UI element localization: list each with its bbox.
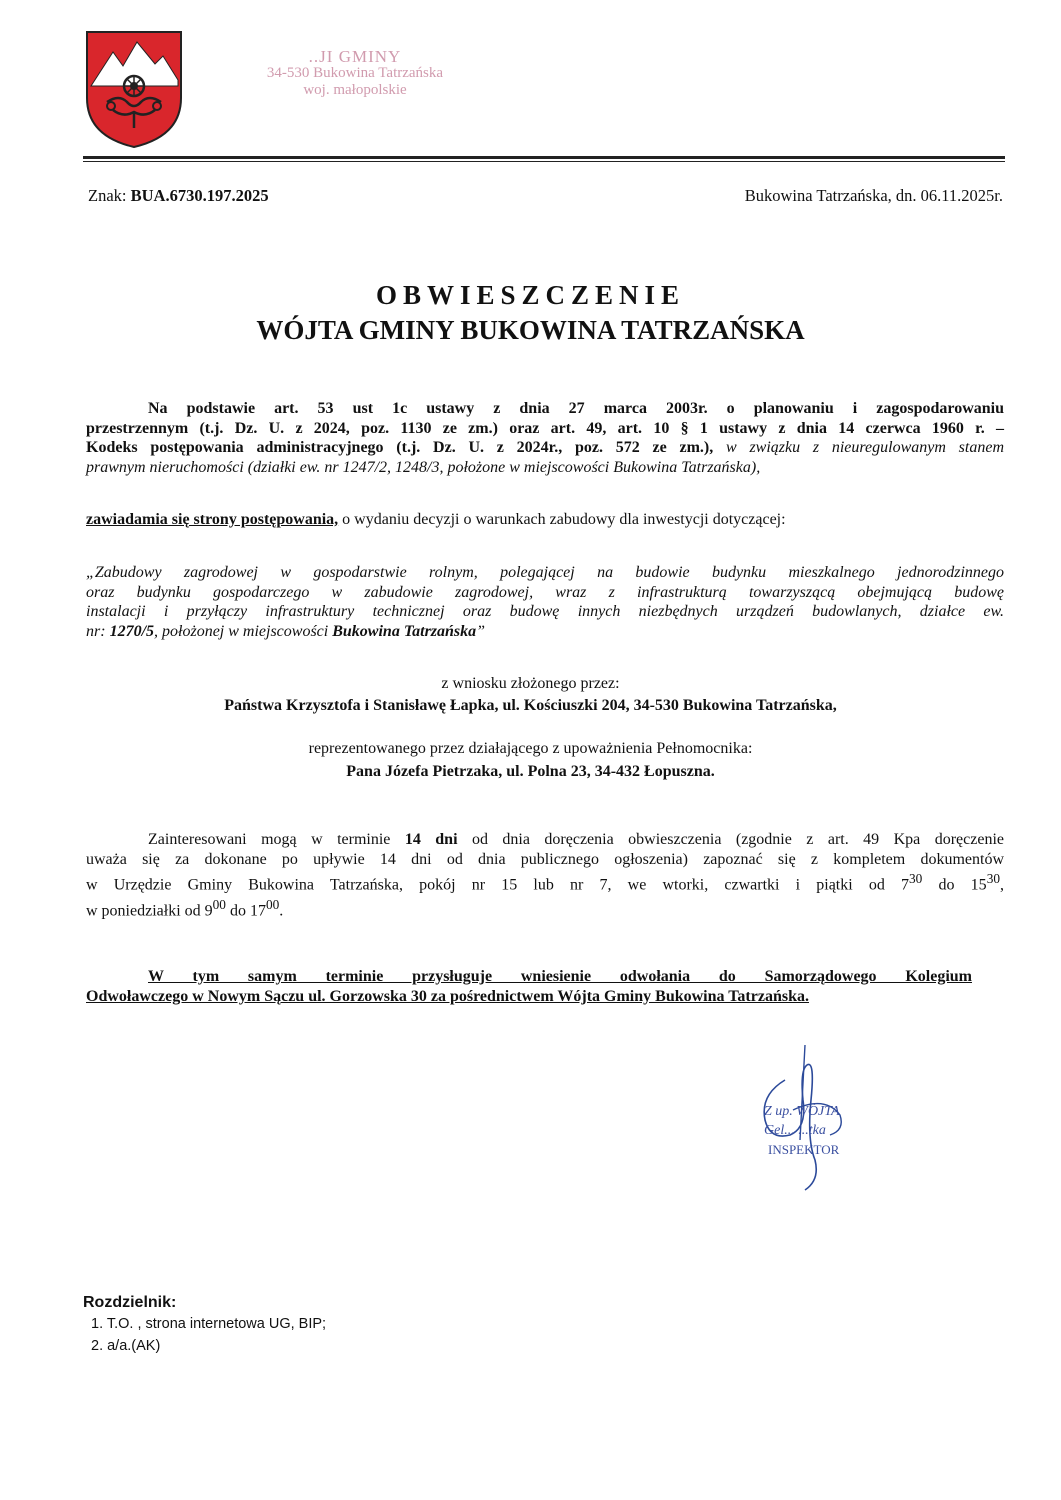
signature-stamp-line: Gel... ...tka — [764, 1123, 826, 1138]
access-info-fragment: Zainteresowani mogą w terminie — [148, 831, 405, 848]
applicant-name: Państwa Krzysztofa i Stanisławę Łapka, ul. Kościuszki 204, 34-530 Bukowina Tatrzańska, — [224, 697, 837, 714]
appeal-line: Odwoławczego w Nowym Sączu ul. Gorzowska 30 za pośrednictwem Wójta Gminy Bukowina Tatrzańska. — [86, 987, 809, 1005]
locality-name: Bukowina Tatrzańska — [332, 622, 477, 640]
time-minutes: 00 — [212, 896, 226, 912]
time-minutes: 00 — [265, 896, 280, 912]
access-info-line: uważa się za dokonane po upływie 14 dni od dnia publicznego ogłoszenia) zapoznać się z kompletem dokumentów — [86, 850, 1004, 868]
legal-basis-fragment: Kodeks postępowania administracyjnego (t.j. Dz. U. z 2024r., poz. 572 ze zm.), — [86, 439, 714, 456]
document-date: Bukowina Tatrzańska, dn. 06.11.2025r. — [744, 186, 1003, 205]
office-stamp — [250, 48, 460, 99]
investment-line: instalacji i przyłączy infrastruktury technicznej oraz budowę innych niezbędnych urządzeń budowlanych, działce ew. — [86, 603, 1004, 620]
distribution-heading: Rozdzielnik: — [83, 1294, 177, 1311]
legal-basis-paragraph — [86, 399, 1004, 477]
notice-paragraph — [86, 510, 1004, 530]
appeal-paragraph — [86, 967, 972, 1006]
signature-stamp-line: INSPEKTOR — [768, 1142, 840, 1157]
header-rule-thin — [83, 161, 1005, 162]
legal-basis-line — [86, 438, 1004, 458]
access-info-fragment: od dnia doręczenia obwieszczenia (zgodnie z art. 49 Kpa doręczenie — [457, 831, 1004, 848]
appeal-line: W tym samym terminie przysługuje wniesienie odwołania do Samorządowego Kolegium — [148, 968, 972, 985]
access-info-fragment: w Urzędzie Gminy Bukowina Tatrzańska, pokój nr 15 lub nr 7, we wtorki, czwartki i piątki od 7 — [86, 876, 910, 894]
signature-stamp-line: Z up. WÓJTA — [764, 1104, 840, 1119]
access-info-fragment: , — [1000, 876, 1005, 894]
legal-basis-line: Na podstawie art. 53 ust 1c ustawy z dnia 27 marca 2003r. o planowaniu i zagospodarowaniu — [148, 400, 1004, 417]
stamp-line-1: ..JI GMINY — [308, 47, 402, 66]
document-subtitle: WÓJTA GMINY BUKOWINA TATRZAŃSKA — [256, 315, 805, 345]
access-info-fragment: . — [279, 902, 284, 920]
stamp-line-2: 34-530 Bukowina Tatrzańska — [266, 65, 444, 81]
signature-stamp — [764, 1102, 840, 1159]
distribution-item: 2. a/a.(AK) — [91, 1338, 161, 1354]
investment-fragment: nr: — [86, 622, 110, 640]
access-info-line — [86, 830, 1004, 850]
legal-basis-line: przestrzennym (t.j. Dz. U. z 2024, poz. 1130 ze zm.) oraz art. 49, art. 10 § 1 ustawy z dnia 14 czerwca 1960 r. – — [86, 419, 1004, 437]
notice-text: o wydaniu decyzji o warunkach zabudowy dla inwestycji dotyczącej: — [338, 511, 786, 528]
access-info-fragment: do 17 — [225, 902, 266, 920]
distribution-item: 1. T.O. , strona internetowa UG, BIP; — [91, 1316, 327, 1332]
document-title: OBWIESZCZENIE — [375, 280, 686, 310]
investment-line: „Zabudowy zagrodowej w gospodarstwie rolnym, polegającej na budowie budynku mieszkalnego jednorodzinnego — [86, 564, 1004, 581]
access-info-fragment: w poniedziałki od 9 — [86, 902, 213, 920]
case-reference-label: Znak: — [88, 186, 127, 205]
time-minutes: 30 — [909, 871, 923, 886]
investment-line: oraz budynku gospodarczego w zabudowie zagrodowej, wraz z infrastrukturą towarzyszącą obejmującą budowę — [86, 583, 1004, 601]
stamp-line-3: woj. małopolskie — [303, 82, 407, 98]
deadline-days: 14 dni — [404, 831, 458, 848]
legal-basis-fragment: w związku z nieuregulowanym stanem — [713, 439, 1004, 456]
applicant-intro: z wniosku złożonego przez: — [441, 675, 620, 692]
notice-emphasis: zawiadamia się strony postępowania, — [86, 511, 339, 528]
coat-of-arms-logo — [83, 28, 185, 150]
case-reference — [88, 186, 269, 206]
header-rule — [83, 156, 1005, 159]
access-info-line — [86, 869, 1004, 895]
investment-line — [86, 622, 1004, 642]
investment-fragment: , położonej w miejscowości — [154, 622, 333, 640]
case-reference-number: BUA.6730.197.2025 — [130, 186, 269, 205]
time-minutes: 30 — [986, 871, 1001, 886]
access-info-fragment: do 15 — [922, 876, 987, 894]
representative-name: Pana Józefa Pietrzaka, ul. Polna 23, 34-432 Łopuszna. — [346, 763, 715, 780]
legal-basis-line: prawnym nieruchomości (działki ew. nr 1247/2, 1248/3, położone w miejscowości Bukowina Tatrzańska), — [86, 458, 761, 476]
representative-intro: reprezentowanego przez działającego z upoważnienia Pełnomocnika: — [308, 740, 753, 757]
access-info-paragraph — [86, 830, 1004, 921]
investment-description — [86, 563, 1004, 641]
access-info-line — [86, 895, 1004, 921]
plot-number: 1270/5 — [109, 622, 155, 640]
investment-fragment: ” — [476, 622, 486, 640]
